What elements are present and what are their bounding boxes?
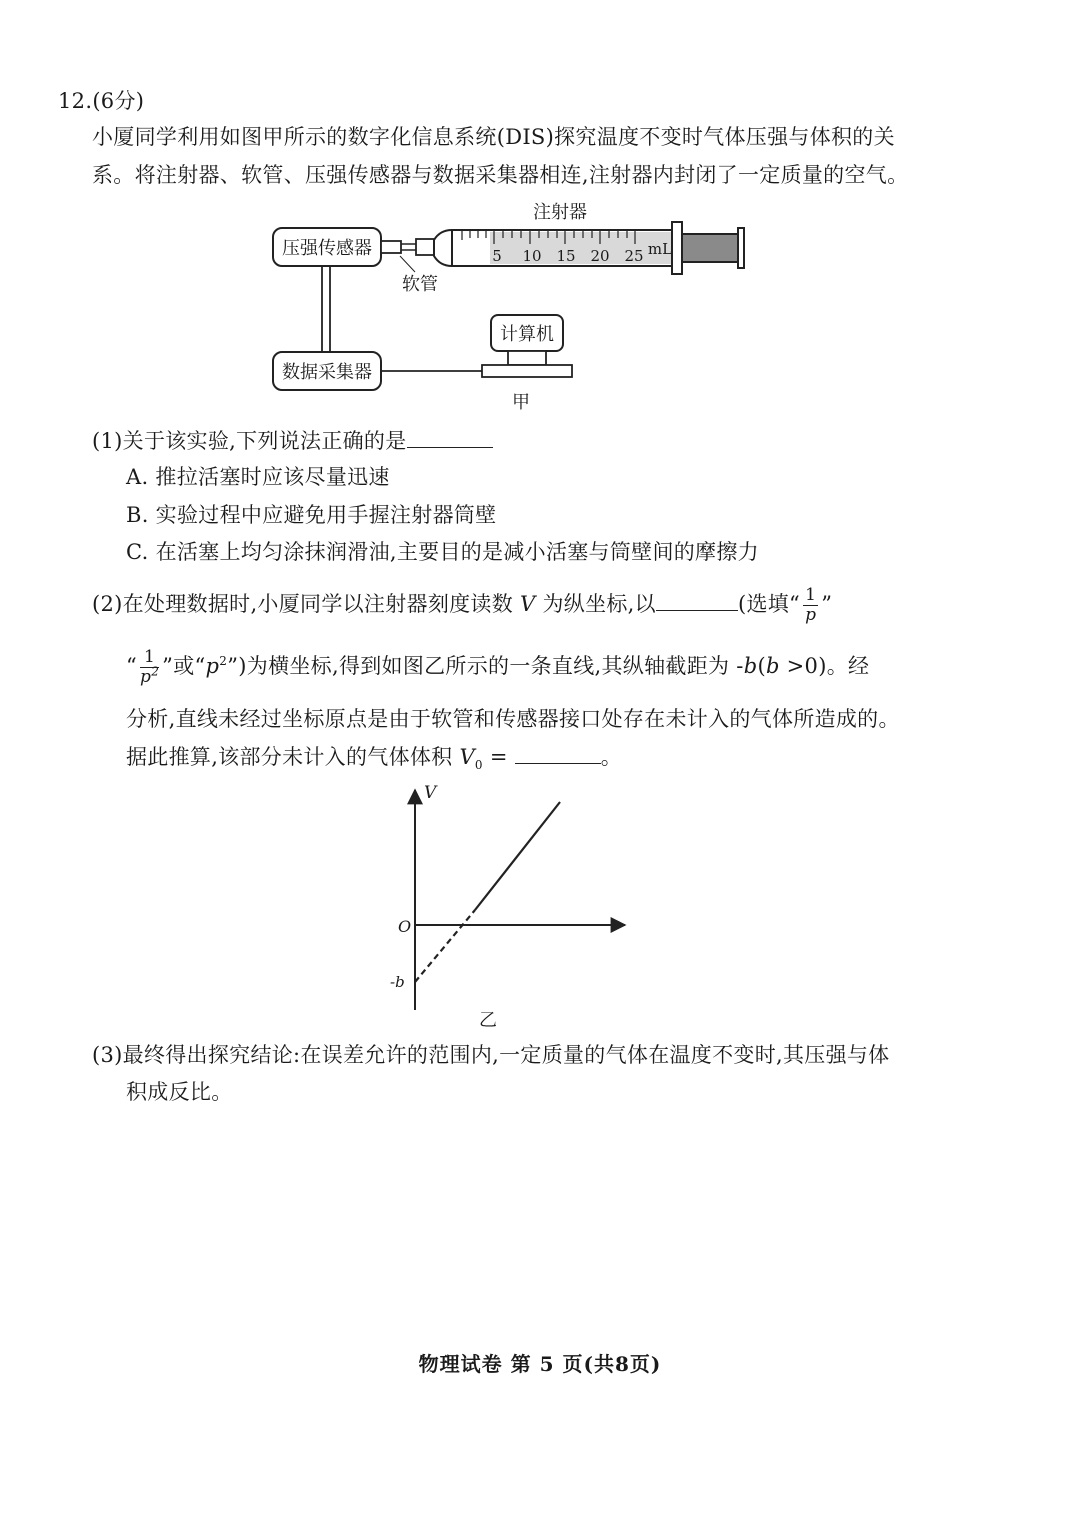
question-number: 12. <box>58 89 93 113</box>
scale-mark-15: 15 <box>556 247 576 265</box>
figure-yi-graph <box>360 780 660 1035</box>
part2-v0-blank[interactable] <box>515 741 601 764</box>
fraction2-p: p <box>140 667 152 687</box>
part1-stem <box>92 425 493 456</box>
data-line-solid <box>475 802 560 910</box>
tube-pointer-line <box>400 256 415 272</box>
question-score: (6分) <box>92 89 145 113</box>
computer-stand <box>508 351 546 365</box>
scale-unit: mL <box>647 240 673 258</box>
part1-stem-text: (1)关于该实验,下列说法正确的是 <box>92 429 407 453</box>
scale-mark-10: 10 <box>522 247 542 265</box>
part2-line2-b: ”)为横坐标,得到如图乙所示的一条直线,其纵轴截距为 - <box>227 654 744 678</box>
v0-base: V <box>459 745 475 769</box>
part2-line-4 <box>126 741 622 772</box>
var-v: V <box>520 592 536 616</box>
fraction2-exponent: 2 <box>151 664 160 679</box>
fraction-numerator: 1 <box>805 585 817 605</box>
part1-option-c: C. 在活塞上均匀涂抹润滑油,主要目的是减小活塞与筒壁间的摩擦力 <box>126 540 759 564</box>
plunger-thumb <box>738 228 744 268</box>
tube-connector-left <box>381 241 401 253</box>
computer-label: 计算机 <box>500 324 554 345</box>
figure-jia-caption: 甲 <box>512 392 530 413</box>
part1-option-b: B. 实验过程中应避免用手握注射器筒壁 <box>126 503 497 527</box>
fraction-denominator: p <box>805 605 817 625</box>
fraction2-denominator <box>140 664 160 687</box>
line-extension-dashed <box>415 910 475 982</box>
syringe-plunger <box>682 234 738 262</box>
syringe-flange <box>672 222 682 274</box>
part2-line1-b: 为纵坐标,以 <box>542 592 656 616</box>
part2-line-1 <box>92 586 832 625</box>
p-squared-base: p <box>205 654 220 678</box>
part2-axis-blank[interactable] <box>656 588 738 611</box>
figure-yi-caption: 乙 <box>479 1010 497 1031</box>
part1-answer-blank[interactable] <box>407 425 493 448</box>
tube-connector-right <box>416 239 434 255</box>
page-footer: 物理试卷 第 5 页(共8页) <box>418 1352 662 1376</box>
scale-mark-25: 25 <box>624 247 644 265</box>
fraction-one-over-p <box>803 586 818 625</box>
part2-or: ”或“ <box>162 654 206 678</box>
figure-jia-apparatus <box>0 0 1080 420</box>
scale-mark-20: 20 <box>590 247 610 265</box>
quote-close: ” <box>821 592 833 616</box>
tube-label: 软管 <box>402 274 438 295</box>
origin-label: O <box>398 917 412 936</box>
intercept-label: -b <box>390 973 405 991</box>
fraction2-numerator: 1 <box>140 648 159 668</box>
intro-line-2: 系。将注射器、软管、压强传感器与数据采集器相连,注射器内封闭了一定质量的空气。 <box>92 163 909 187</box>
part2-line-2 <box>126 648 869 687</box>
part3-line-2: 积成反比。 <box>126 1080 233 1104</box>
var-b-2: b <box>765 654 780 678</box>
y-axis-label: V <box>424 783 437 803</box>
v0-subscript: 0 <box>474 758 483 773</box>
part2-line-3: 分析,直线未经过坐标原点是由于软管和传感器接口处存在未计入的气体所造成的。 <box>126 707 900 731</box>
var-b-1: b <box>743 654 758 678</box>
quote-open: “ <box>126 654 138 678</box>
part2-equals: = <box>482 745 515 769</box>
pressure-sensor-label: 压强传感器 <box>282 238 372 259</box>
part3-line-1: (3)最终得出探究结论:在误差允许的范围内,一定质量的气体在温度不变时,其压强与体 <box>92 1043 890 1067</box>
part2-period: 。 <box>600 745 623 769</box>
p-squared-exponent: 2 <box>219 654 228 668</box>
scale-mark-5: 5 <box>492 247 502 265</box>
part2-line1-a: (2)在处理数据时,小厦同学以注射器刻度读数 <box>92 592 514 616</box>
part2-line2-c: ( <box>757 654 766 678</box>
part1-option-a: A. 推拉活塞时应该尽量迅速 <box>126 465 390 489</box>
data-collector-label: 数据采集器 <box>282 362 372 383</box>
fraction-one-over-p-squared <box>140 648 159 687</box>
syringe-label: 注射器 <box>533 202 587 223</box>
part2-line2-d: >0)。经 <box>779 654 870 678</box>
intro-line-1: 小厦同学利用如图甲所示的数字化信息系统(DIS)探究温度不变时气体压强与体积的关 <box>92 125 895 149</box>
computer-base <box>482 365 572 377</box>
part2-line1-c: (选填“ <box>737 592 801 616</box>
part2-line4-a: 据此推算,该部分未计入的气体体积 <box>126 745 460 769</box>
syringe-gas-region <box>490 232 672 264</box>
